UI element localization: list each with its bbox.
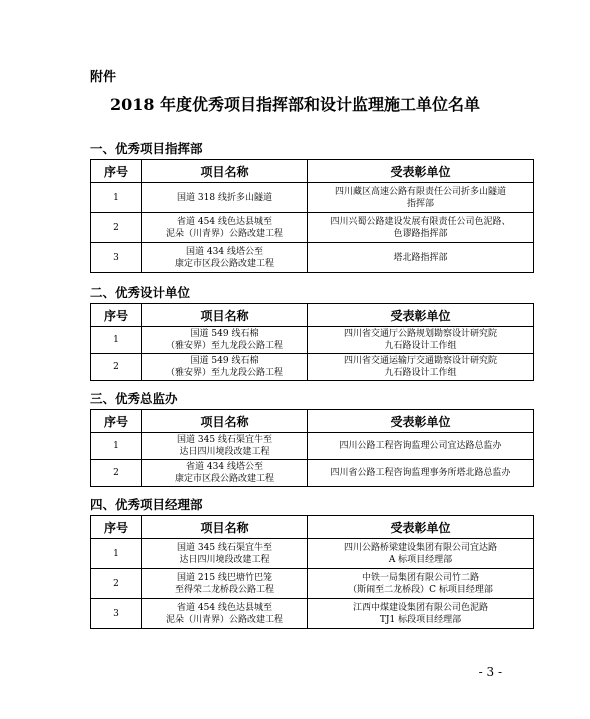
project-name-cell: [142, 539, 308, 569]
section-3: [90, 389, 530, 487]
header-project: 项目名称: [142, 304, 308, 327]
awarded-unit-line: 江西中煤建设集团有限公司色泥路: [352, 602, 488, 613]
awarded-unit-line: 四川藏区高速公路有限责任公司折多山隧道: [334, 186, 506, 197]
row-number: 1: [91, 433, 142, 460]
awarded-unit-cell: [308, 460, 534, 487]
award-table: [90, 159, 534, 273]
awarded-unit-line: 指挥部: [406, 198, 434, 209]
project-name-cell: [142, 354, 308, 381]
project-name-line: 泥朵（川青界）公路改建工程: [165, 614, 283, 625]
awarded-unit-line: 中铁一局集团有限公司竹二路: [361, 572, 479, 583]
project-name-line: 省道 454 线色达县城至: [177, 216, 272, 227]
table-header-row: [91, 410, 534, 433]
section-title: 三、优秀总监办: [90, 391, 178, 406]
awarded-unit-line: 九石路设计工作组: [384, 341, 457, 351]
awarded-unit-line: 九石路设计工作组: [384, 368, 457, 378]
table-header-row: [91, 160, 534, 183]
table-row: [91, 213, 534, 243]
project-name-line: （雅安界）至九龙段公路工程: [165, 341, 283, 351]
project-name-cell: [142, 213, 308, 243]
awarded-unit-line: 四川兴蜀公路建设发展有限责任公司色泥路、: [330, 216, 511, 227]
project-name-line: 康定市区段公路改建工程: [174, 474, 274, 484]
project-name-line: 国道 318 线折多山隧道: [177, 192, 272, 203]
awarded-unit-cell: [308, 539, 534, 569]
awarded-unit-cell: [308, 327, 534, 354]
table-row: [91, 569, 534, 599]
project-name-line: 国道 345 线石渠宜牛至: [177, 542, 272, 553]
table-header-row: [91, 304, 534, 327]
awarded-unit-line: 四川省交通运输厅交通勘察设计研究院: [343, 356, 497, 366]
header-project: 项目名称: [142, 160, 308, 183]
project-name-line: 省道 434 线塔公至: [186, 462, 263, 472]
section-title: 二、优秀设计单位: [90, 285, 191, 300]
table-row: [91, 539, 534, 569]
project-name-line: 国道 215 线巴塘竹巴笼: [177, 572, 272, 583]
awarded-unit-line: 四川公路桥梁建设集团有限公司宜达路: [343, 542, 497, 553]
project-name-cell: [142, 433, 308, 460]
row-number: 1: [91, 183, 142, 213]
header-no: 序号: [91, 410, 142, 433]
awarded-unit-line: 色谬路指挥部: [393, 228, 448, 239]
project-name-line: 国道 434 线塔公至: [186, 246, 263, 257]
project-name-cell: [142, 569, 308, 599]
table-row: [91, 460, 534, 487]
award-table: [90, 303, 534, 381]
table-row: [91, 243, 534, 273]
awarded-unit-cell: [308, 354, 534, 381]
project-name-cell: [142, 183, 308, 213]
project-name-line: 国道 549 线石棉: [190, 356, 259, 366]
section-title: 一、优秀项目指挥部: [90, 141, 203, 156]
project-name-line: 泥朵（川青界）公路改建工程: [165, 228, 283, 239]
table-row: [91, 327, 534, 354]
award-table: [90, 515, 534, 629]
awarded-unit-cell: [308, 183, 534, 213]
header-project: 项目名称: [142, 516, 308, 539]
row-number: 2: [91, 569, 142, 599]
project-name-cell: [142, 460, 308, 487]
table-row: [91, 433, 534, 460]
header-no: 序号: [91, 304, 142, 327]
page-number: - 3 -: [478, 665, 502, 679]
awarded-unit-cell: [308, 599, 534, 629]
awarded-unit-line: 四川省交通厅公路规划勘察设计研究院: [343, 329, 497, 339]
row-number: 3: [91, 599, 142, 629]
attachment-label: 附件: [90, 70, 117, 85]
awarded-unit-cell: [308, 433, 534, 460]
row-number: 2: [91, 354, 142, 381]
table-row: [91, 599, 534, 629]
awarded-unit-line: （斯闹至二龙桥段）C 标项目经理部: [348, 584, 493, 595]
project-name-line: 国道 549 线石棉: [190, 329, 259, 339]
row-number: 2: [91, 460, 142, 487]
awarded-unit-line: 塔北路指挥部: [393, 252, 448, 263]
awarded-unit-cell: [308, 569, 534, 599]
project-name-line: 省道 454 线色达县城至: [177, 602, 272, 613]
section-2: [90, 283, 530, 381]
awarded-unit-line: TJ1 标段项目经理部: [379, 614, 462, 625]
document-title: 2018 年度优秀项目指挥部和设计监理施工单位名单: [109, 95, 481, 114]
row-number: 2: [91, 213, 142, 243]
section-title: 四、优秀项目经理部: [90, 497, 203, 512]
project-name-cell: [142, 327, 308, 354]
header-no: 序号: [91, 160, 142, 183]
awarded-unit-line: 四川公路工程咨询监理公司宜达路总监办: [339, 441, 502, 451]
header-project: 项目名称: [142, 410, 308, 433]
awarded-unit-cell: [308, 243, 534, 273]
project-name-line: 国道 345 线石渠宜牛至: [177, 435, 272, 445]
row-number: 1: [91, 327, 142, 354]
section-4: [90, 495, 530, 629]
header-no: 序号: [91, 516, 142, 539]
table-row: [91, 354, 534, 381]
project-name-line: （雅安界）至九龙段公路工程: [165, 368, 283, 378]
project-name-line: 康定市区段公路改建工程: [174, 258, 274, 269]
awarded-unit-cell: [308, 213, 534, 243]
awarded-unit-line: 四川省公路工程咨询监理事务所塔北路总监办: [330, 468, 511, 478]
project-name-cell: [142, 243, 308, 273]
header-unit: 受表彰单位: [308, 516, 534, 539]
header-unit: 受表彰单位: [308, 410, 534, 433]
row-number: 1: [91, 539, 142, 569]
project-name-cell: [142, 599, 308, 629]
row-number: 3: [91, 243, 142, 273]
project-name-line: 达日四川境段改建工程: [179, 447, 270, 457]
section-1: [90, 139, 530, 273]
project-name-line: 至得荣二龙桥段公路工程: [174, 584, 274, 595]
table-row: [91, 183, 534, 213]
table-header-row: [91, 516, 534, 539]
project-name-line: 达日四川境段改建工程: [179, 554, 270, 565]
header-unit: 受表彰单位: [308, 304, 534, 327]
award-table: [90, 409, 534, 487]
awarded-unit-line: A 标项目经理部: [388, 554, 453, 565]
header-unit: 受表彰单位: [308, 160, 534, 183]
